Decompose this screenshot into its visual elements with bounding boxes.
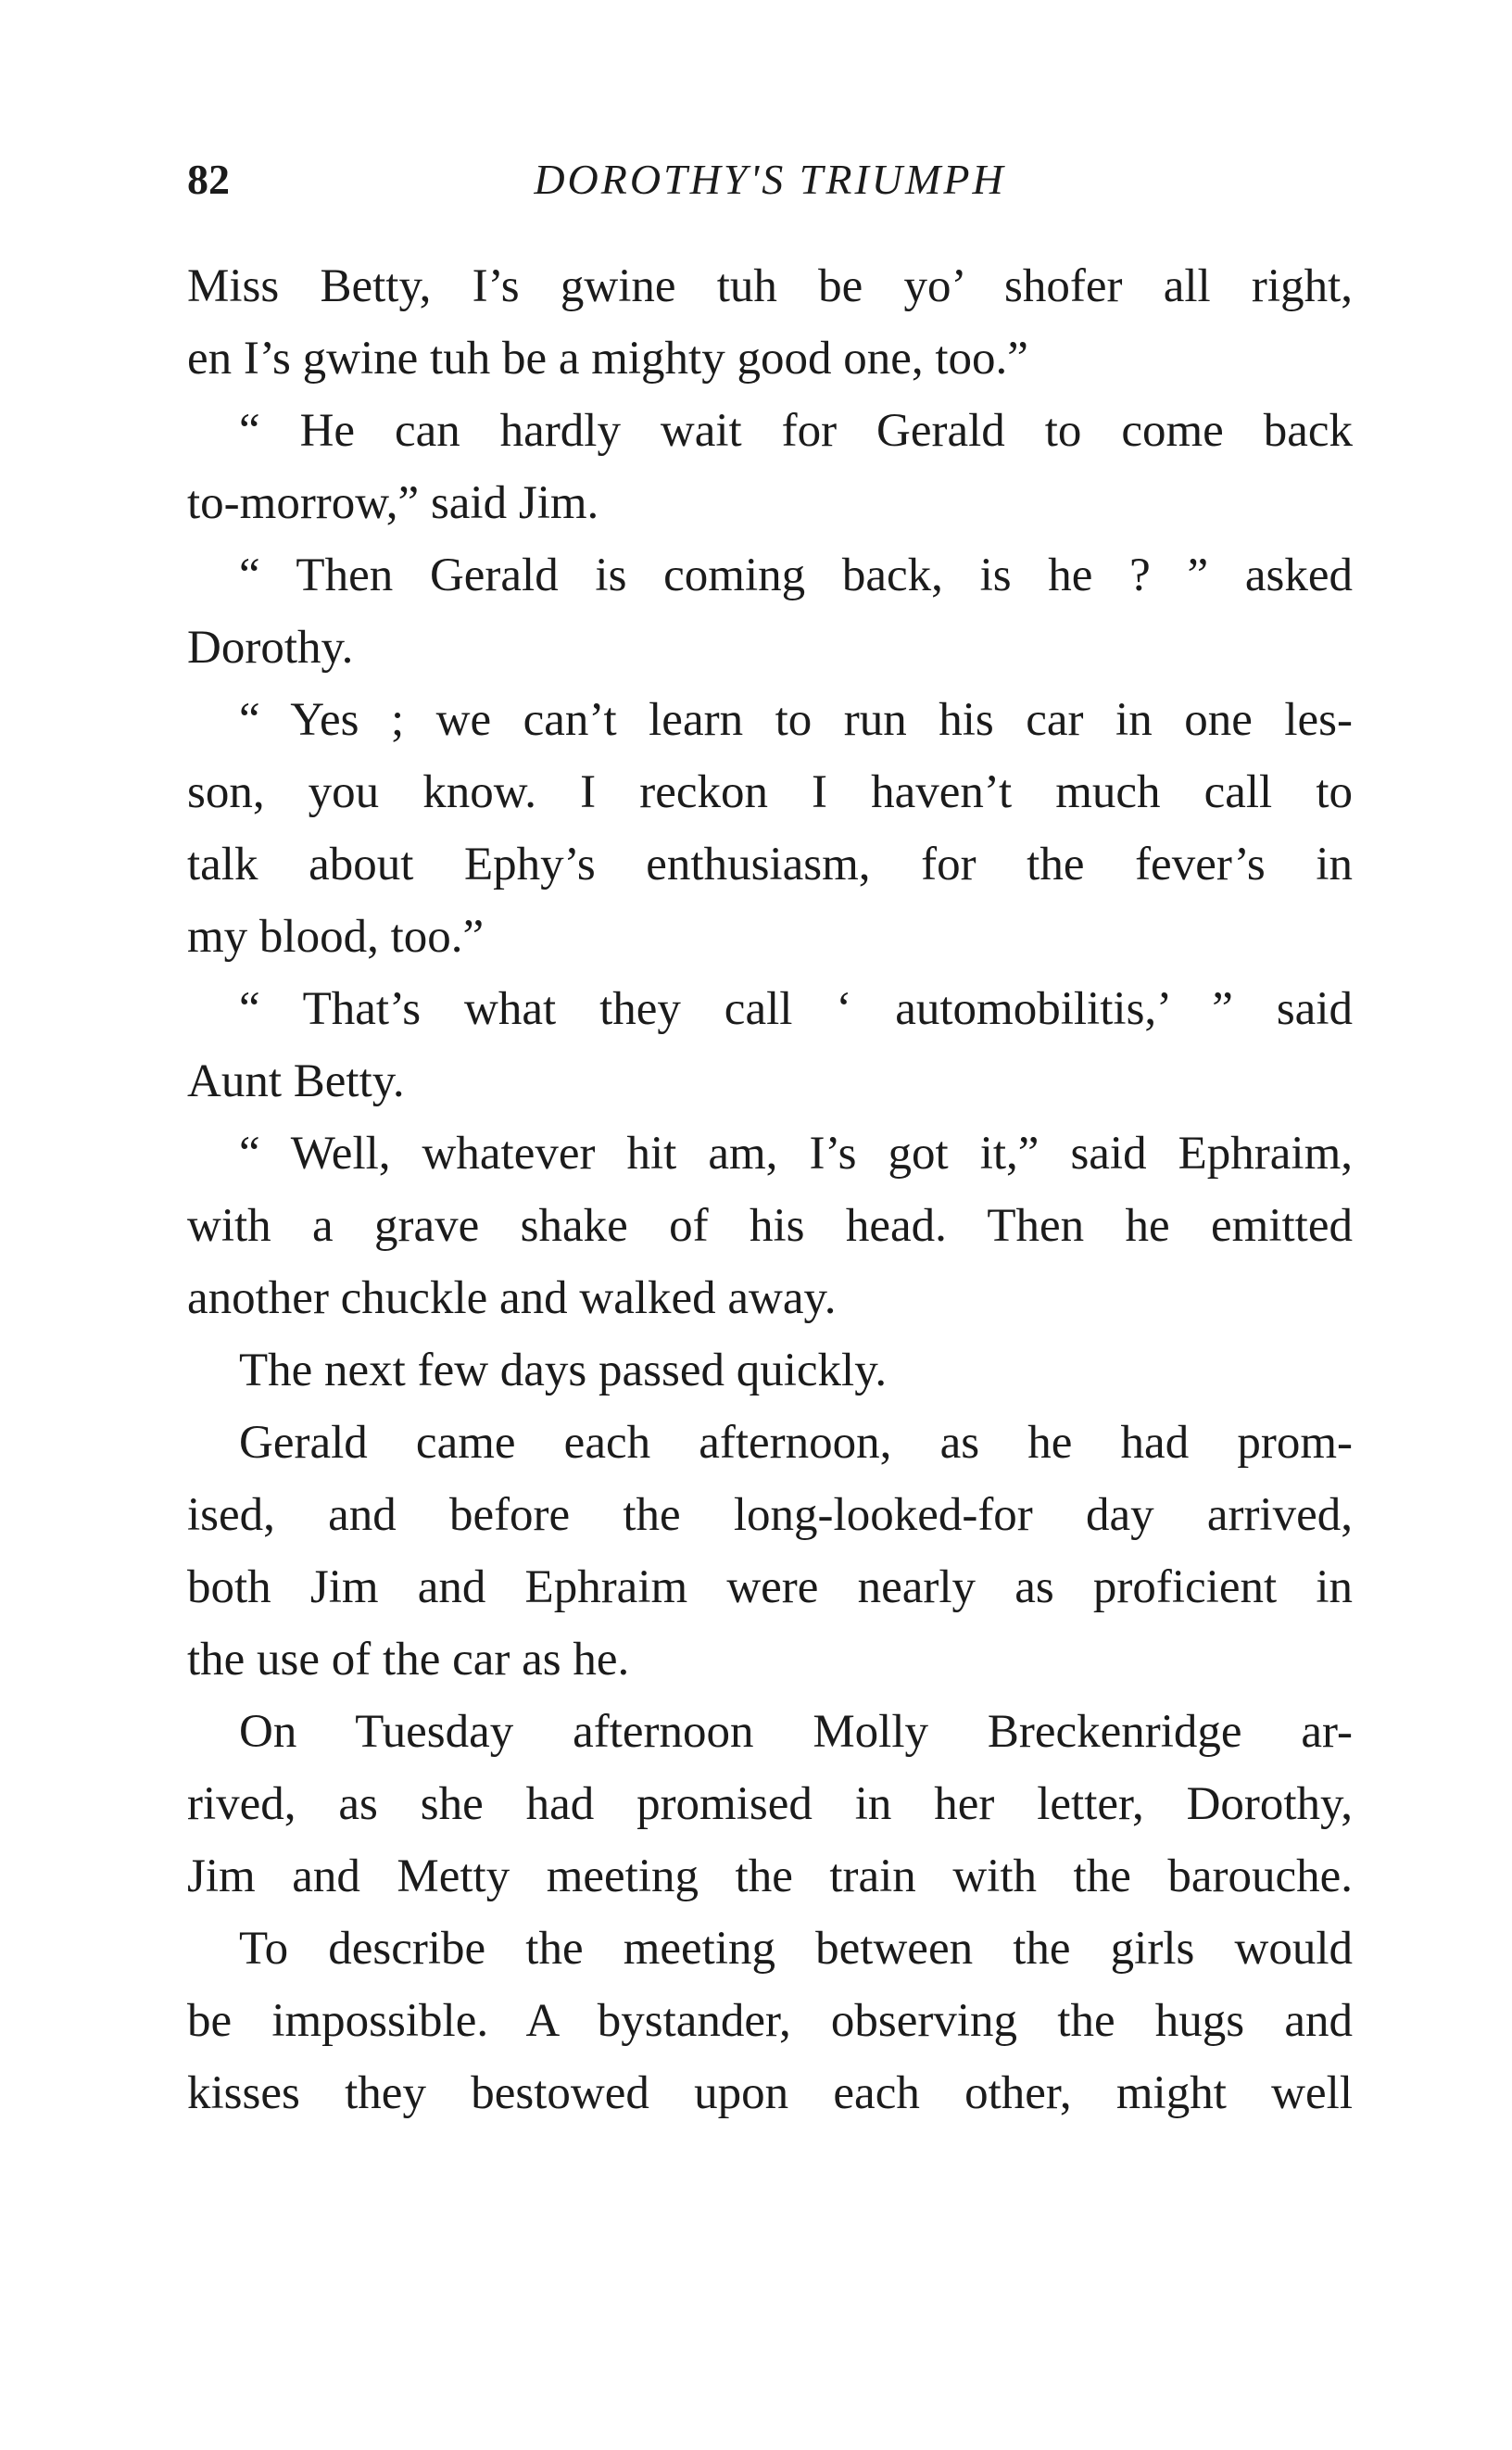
page-header	[187, 146, 1353, 221]
text-line: “ That’s what they call ‘ automobilitis,’ ” said	[239, 983, 1353, 1035]
text-line: ised, and before the long-looked-for day arrived,	[187, 1489, 1353, 1541]
body-text	[187, 250, 1353, 2129]
text-line: the use of the car as he.	[187, 1634, 630, 1686]
text-line: with a grave shake of his head. Then he emitted	[187, 1200, 1353, 1252]
text-line: The next few days passed quickly.	[239, 1345, 888, 1396]
text-line: my blood, too.”	[187, 911, 485, 963]
text-line: both Jim and Ephraim were nearly as proficient in	[187, 1561, 1353, 1613]
running-title: DOROTHY'S TRIUMPH	[534, 156, 1006, 203]
text-line: On Tuesday afternoon Molly Breckenridge ar-	[239, 1706, 1353, 1758]
text-line: Miss Betty, I’s gwine tuh be yo’ shofer all right,	[187, 260, 1353, 312]
text-line: rived, as she had promised in her letter, Dorothy,	[187, 1778, 1353, 1830]
text-line: “ Then Gerald is coming back, is he ? ” asked	[239, 549, 1353, 601]
text-line: “ Yes ; we can’t learn to run his car in one les-	[239, 694, 1353, 746]
text-line: talk about Ephy’s enthusiasm, for the fever’s in	[187, 839, 1353, 890]
text-line: “ He can hardly wait for Gerald to come back	[239, 405, 1353, 457]
text-line: Aunt Betty.	[187, 1055, 405, 1107]
text-line: son, you know. I reckon I haven’t much call to	[187, 766, 1353, 818]
text-line: Jim and Metty meeting the train with the barouche.	[187, 1850, 1353, 1902]
text-line: another chuckle and walked away.	[187, 1272, 837, 1324]
text-line: “ Well, whatever hit am, I’s got it,” said Ephraim,	[239, 1128, 1353, 1180]
text-line: To describe the meeting between the girls would	[239, 1923, 1353, 1975]
page-number: 82	[187, 156, 230, 203]
text-line: to-morrow,” said Jim.	[187, 477, 599, 529]
text-line: kisses they bestowed upon each other, might well	[187, 2067, 1353, 2119]
text-line: en I’s gwine tuh be a mighty good one, too.”	[187, 333, 1028, 385]
text-line: Gerald came each afternoon, as he had prom-	[239, 1417, 1353, 1469]
text-line: be impossible. A bystander, observing the hugs and	[187, 1995, 1353, 2047]
text-line: Dorothy.	[187, 622, 354, 674]
